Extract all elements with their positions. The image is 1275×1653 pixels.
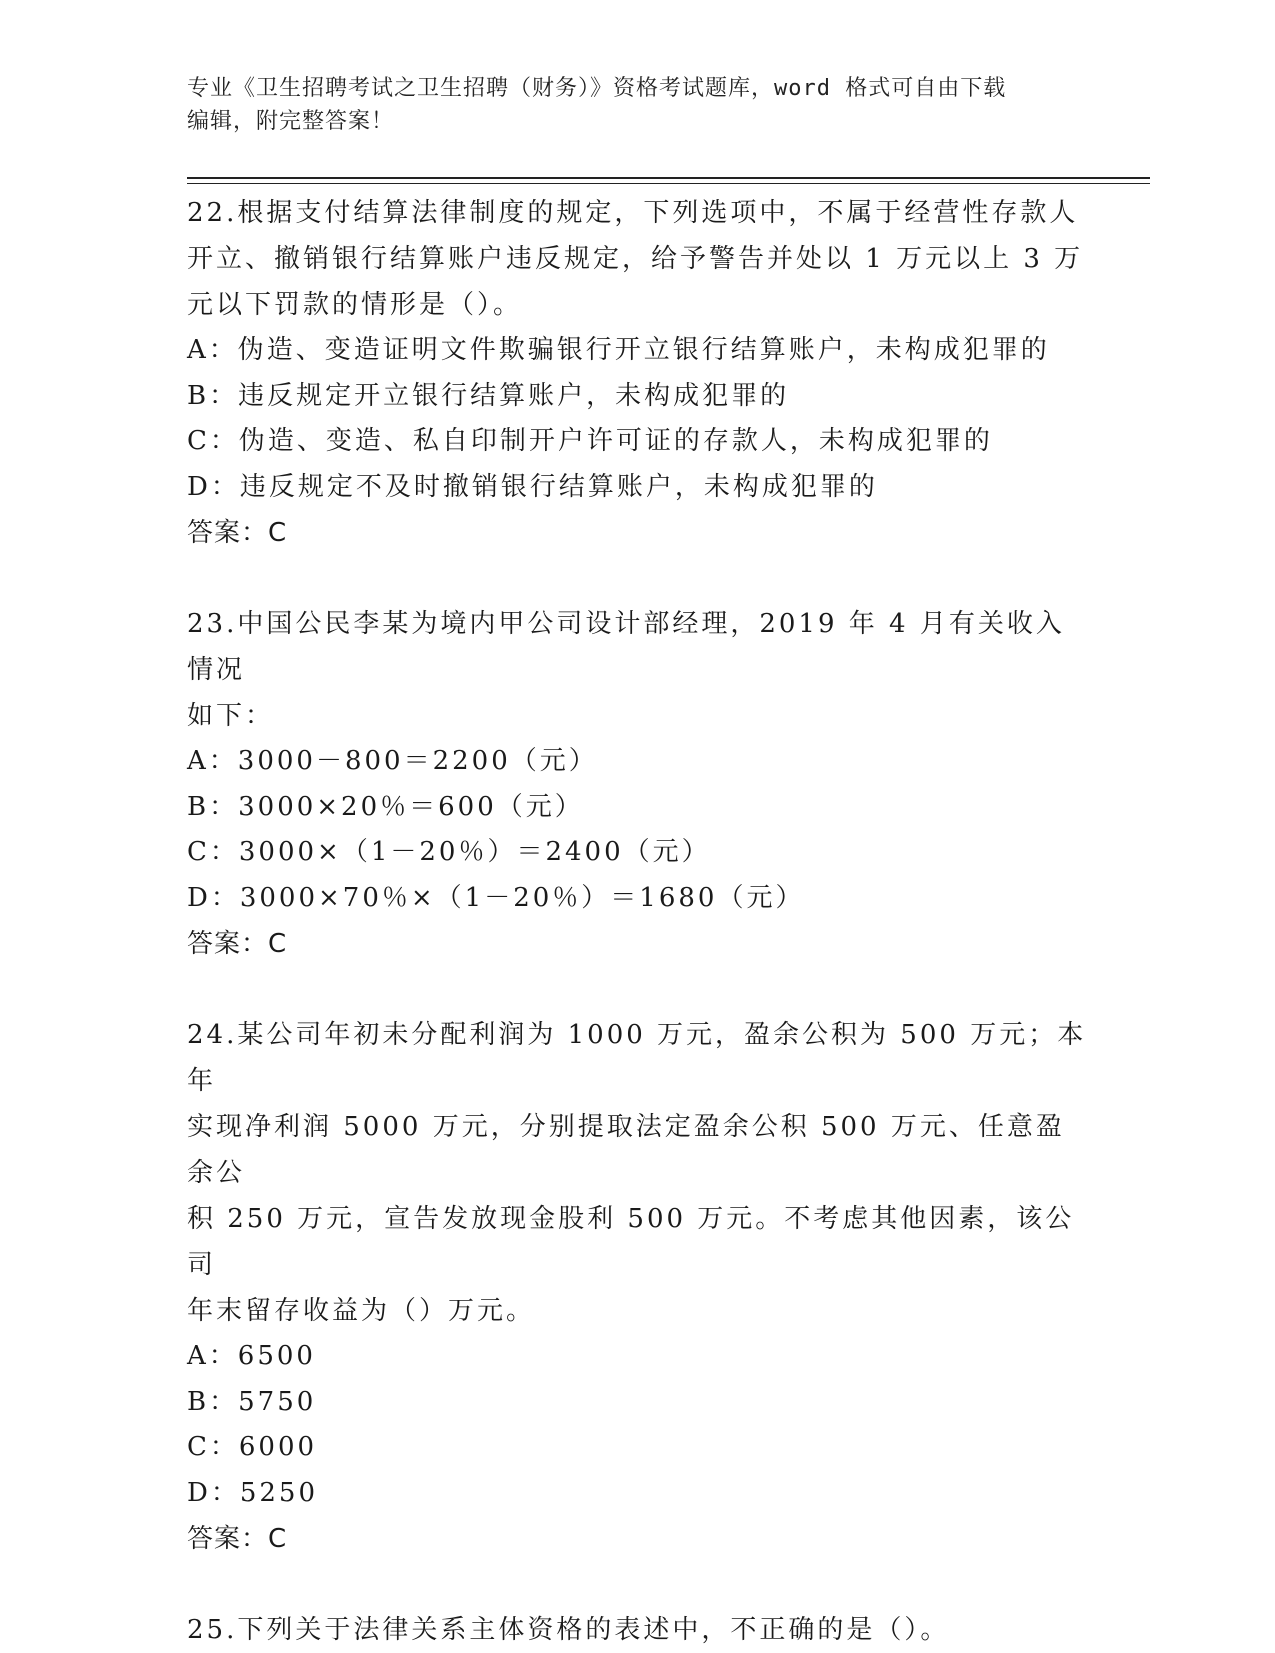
question-stem-line: 开立、撤销银行结算账户违反规定，给予警告并处以 1 万元以上 3 万 xyxy=(187,244,1084,274)
question-stem-line: 年末留存收益为（）万元。 xyxy=(187,1296,536,1326)
question-list xyxy=(187,190,1087,1653)
question-22 xyxy=(187,190,1087,556)
answer-line: 答案：C xyxy=(187,518,288,548)
header-line-2: 编辑，附完整答案！ xyxy=(187,109,395,134)
question-stem-line: 25.下列关于法律关系主体资格的表述中，不正确的是（）。 xyxy=(187,1615,950,1645)
question-stem-line: 如下： xyxy=(187,701,275,731)
option-b: B：违反规定开立银行结算账户，未构成犯罪的 xyxy=(187,380,790,411)
header-divider-thick xyxy=(187,177,1150,179)
answer-line: 答案：C xyxy=(187,1524,288,1554)
question-stem-line: 22.根据支付结算法律制度的规定，下列选项中，不属于经营性存款人 xyxy=(187,198,1079,228)
option-c: C：伪造、变造、私自印制开户许可证的存款人，未构成犯罪的 xyxy=(187,426,993,456)
document-header xyxy=(187,72,1067,138)
answer-line: 答案：C xyxy=(187,929,288,959)
option-d: D：违反规定不及时撤销银行结算账户，未构成犯罪的 xyxy=(187,471,878,502)
question-stem-line: 23.中国公民李某为境内甲公司设计部经理，2019 年 4 月有关收入情况 xyxy=(187,609,1065,685)
header-divider-thin xyxy=(187,183,1150,184)
question-stem-line: 积 250 万元，宣告发放现金股利 500 万元。不考虑其他因素，该公司 xyxy=(187,1204,1075,1280)
question-24 xyxy=(187,1012,1087,1562)
question-stem-line: 实现净利润 5000 万元，分别提取法定盈余公积 500 万元、任意盈余公 xyxy=(187,1112,1065,1188)
option-d: D：5250 xyxy=(187,1477,319,1508)
option-a: A：伪造、变造证明文件欺骗银行开立银行结算账户，未构成犯罪的 xyxy=(187,335,1050,365)
option-d: D：3000×70％×（1－20％）＝1680（元） xyxy=(187,882,805,913)
option-b: B：3000×20％＝600（元） xyxy=(187,791,584,822)
option-c: C：3000×（1－20％）＝2400（元） xyxy=(187,837,711,867)
option-c: C：6000 xyxy=(187,1432,318,1462)
header-line-1: 专业《卫生招聘考试之卫生招聘（财务）》资格考试题库，word 格式可自由下载 xyxy=(187,76,1007,101)
option-a: A：6500 xyxy=(187,1341,316,1371)
question-25 xyxy=(187,1607,1087,1653)
question-23 xyxy=(187,601,1087,967)
question-stem-line: 元以下罚款的情形是（）。 xyxy=(187,290,523,320)
option-a: A：3000－800＝2200（元） xyxy=(187,746,598,776)
option-b: B：5750 xyxy=(187,1386,317,1417)
question-stem-line: 24.某公司年初未分配利润为 1000 万元，盈余公积为 500 万元；本年 xyxy=(187,1020,1087,1096)
